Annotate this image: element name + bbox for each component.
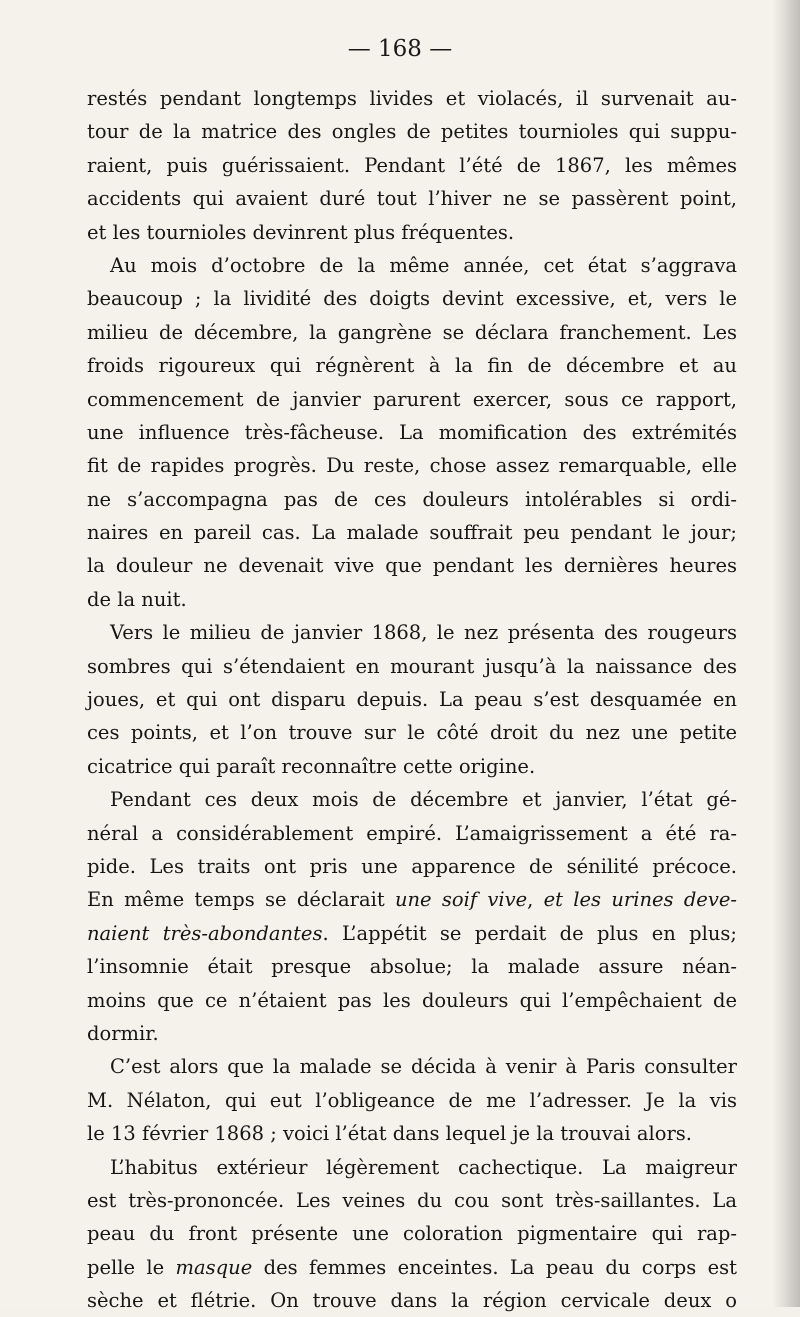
- text-line: [87, 750, 737, 783]
- text-line: [87, 616, 737, 649]
- text-line: [87, 917, 737, 950]
- text-segment: restés pendant longtemps livides et violacés, il survenait au-: [87, 87, 737, 110]
- text-line: [87, 182, 737, 215]
- text-line: [87, 583, 737, 616]
- italic-text-segment: et les urines deve-: [543, 888, 737, 912]
- text-segment: sombres qui s’étendaient en mourant jusqu’à la naissance des: [87, 654, 737, 678]
- text-segment: moins que ce n’étaient pas les douleurs qui l’empêchaient de: [87, 988, 737, 1012]
- text-line: [87, 883, 737, 916]
- text-segment: l’insomnie était presque absolue; la malade assure néan-: [87, 955, 737, 979]
- text-segment: des femmes enceintes. La peau du corps est: [252, 1255, 737, 1279]
- text-line: [87, 1184, 737, 1217]
- text-line: [87, 416, 737, 449]
- text-segment: beaucoup ; la lividité des doigts devint excessive, et, vers le: [87, 287, 737, 311]
- text-line: [87, 683, 737, 716]
- text-line: [87, 149, 737, 182]
- text-segment: Pendant ces deux mois de décembre et janvier, l’état gé-: [110, 788, 737, 812]
- text-line: [87, 516, 737, 549]
- text-line: [87, 483, 737, 516]
- text-segment: milieu de décembre, la gangrène se déclara franchement. Les: [87, 320, 737, 344]
- text-segment: M. Nélaton, qui eut l’obligeance de me l’adresser. Je la vis: [87, 1088, 737, 1112]
- text-line: [87, 249, 737, 282]
- text-segment: commencement de janvier parurent exercer, sous ce rapport,: [87, 387, 737, 411]
- text-segment: joues, et qui ont disparu depuis. La peau s’est desquamée en: [87, 688, 737, 712]
- text-line: [87, 1151, 737, 1184]
- text-line: [87, 383, 737, 416]
- text-line: [87, 817, 737, 850]
- text-segment: pelle le: [87, 1255, 176, 1279]
- text-segment: ces points, et l’on trouve sur le côté droit du nez une petite: [87, 721, 737, 745]
- text-line: [87, 783, 737, 816]
- text-segment: froids rigoureux qui régnèrent à la fin de décembre et au: [87, 354, 737, 378]
- text-line: [87, 850, 737, 883]
- text-segment: sèche et flétrie. On trouve dans la région cervicale deux o: [87, 1289, 737, 1313]
- text-segment: la douleur ne devenait vive que pendant les dernières heures: [87, 554, 737, 578]
- text-segment: raient, puis guérissaient. Pendant l’été de 1867, les mêmes: [87, 153, 737, 177]
- text-line: [87, 716, 737, 749]
- text-segment: L’habitus extérieur légèrement cachectique. La maigreur: [110, 1155, 737, 1179]
- body-text: [87, 82, 737, 1317]
- text-segment: dormir.: [87, 1021, 159, 1045]
- text-segment: En même temps se déclarait: [87, 888, 395, 912]
- text-segment: une influence très-fâcheuse. La momification des extrémités: [87, 420, 737, 444]
- text-line: [87, 115, 737, 148]
- text-line: [87, 216, 737, 249]
- text-segment: pide. Les traits ont pris une apparence de sénilité précoce.: [87, 854, 737, 878]
- text-line: [87, 549, 737, 582]
- page-edge-shadow: [772, 0, 800, 1307]
- text-line: [87, 650, 737, 683]
- text-line: [87, 1084, 737, 1117]
- text-line: [87, 1050, 737, 1083]
- text-line: [87, 1217, 737, 1250]
- text-segment: accidents qui avaient duré tout l’hiver ne se passèrent point,: [87, 187, 737, 211]
- text-segment: fit de rapides progrès. Du reste, chose assez remarquable, elle: [87, 454, 737, 478]
- text-segment: naires en pareil cas. La malade souffrait peu pendant le jour;: [87, 521, 737, 545]
- text-segment: C’est alors que la malade se décida à venir à Paris consulter: [110, 1055, 737, 1079]
- text-line: [87, 950, 737, 983]
- text-segment: ,: [527, 888, 544, 912]
- text-line: [87, 349, 737, 382]
- italic-text-segment: masque: [175, 1255, 253, 1279]
- text-line: [87, 1017, 737, 1050]
- text-segment: néral a considérablement empiré. L’amaigrissement a été ra-: [87, 821, 737, 845]
- text-line: [87, 1284, 737, 1317]
- italic-text-segment: naient très-abondantes: [87, 921, 323, 945]
- page-number: — 168 —: [347, 36, 453, 62]
- text-segment: est très-prononcée. Les veines du cou sont très-saillantes. La: [87, 1188, 737, 1212]
- text-line: [87, 316, 737, 349]
- italic-text-segment: une soif vive: [394, 888, 528, 912]
- text-line: [87, 449, 737, 482]
- text-line: [87, 282, 737, 315]
- text-line: [87, 1251, 737, 1284]
- text-segment: Au mois d’octobre de la même année, cet état s’aggrava: [110, 253, 737, 277]
- text-segment: peau du front présente une coloration pigmentaire qui rap-: [87, 1222, 737, 1246]
- text-segment: de la nuit.: [87, 587, 187, 611]
- text-segment: Vers le milieu de janvier 1868, le nez présenta des rougeurs: [110, 621, 737, 645]
- text-segment: . L’appétit se perdait de plus en plus;: [322, 921, 737, 945]
- text-line: [87, 1117, 737, 1150]
- text-segment: tour de la matrice des ongles de petites tournioles qui suppu-: [87, 120, 737, 144]
- text-segment: le 13 février 1868 ; voici l’état dans lequel je la trouvai alors.: [87, 1122, 692, 1146]
- text-line: [87, 82, 737, 115]
- text-segment: cicatrice qui paraît reconnaître cette origine.: [87, 754, 536, 778]
- text-segment: ne s’accompagna pas de ces douleurs intolérables si ordi-: [87, 487, 737, 511]
- text-line: [87, 984, 737, 1017]
- text-segment: et les tournioles devinrent plus fréquentes.: [87, 220, 515, 244]
